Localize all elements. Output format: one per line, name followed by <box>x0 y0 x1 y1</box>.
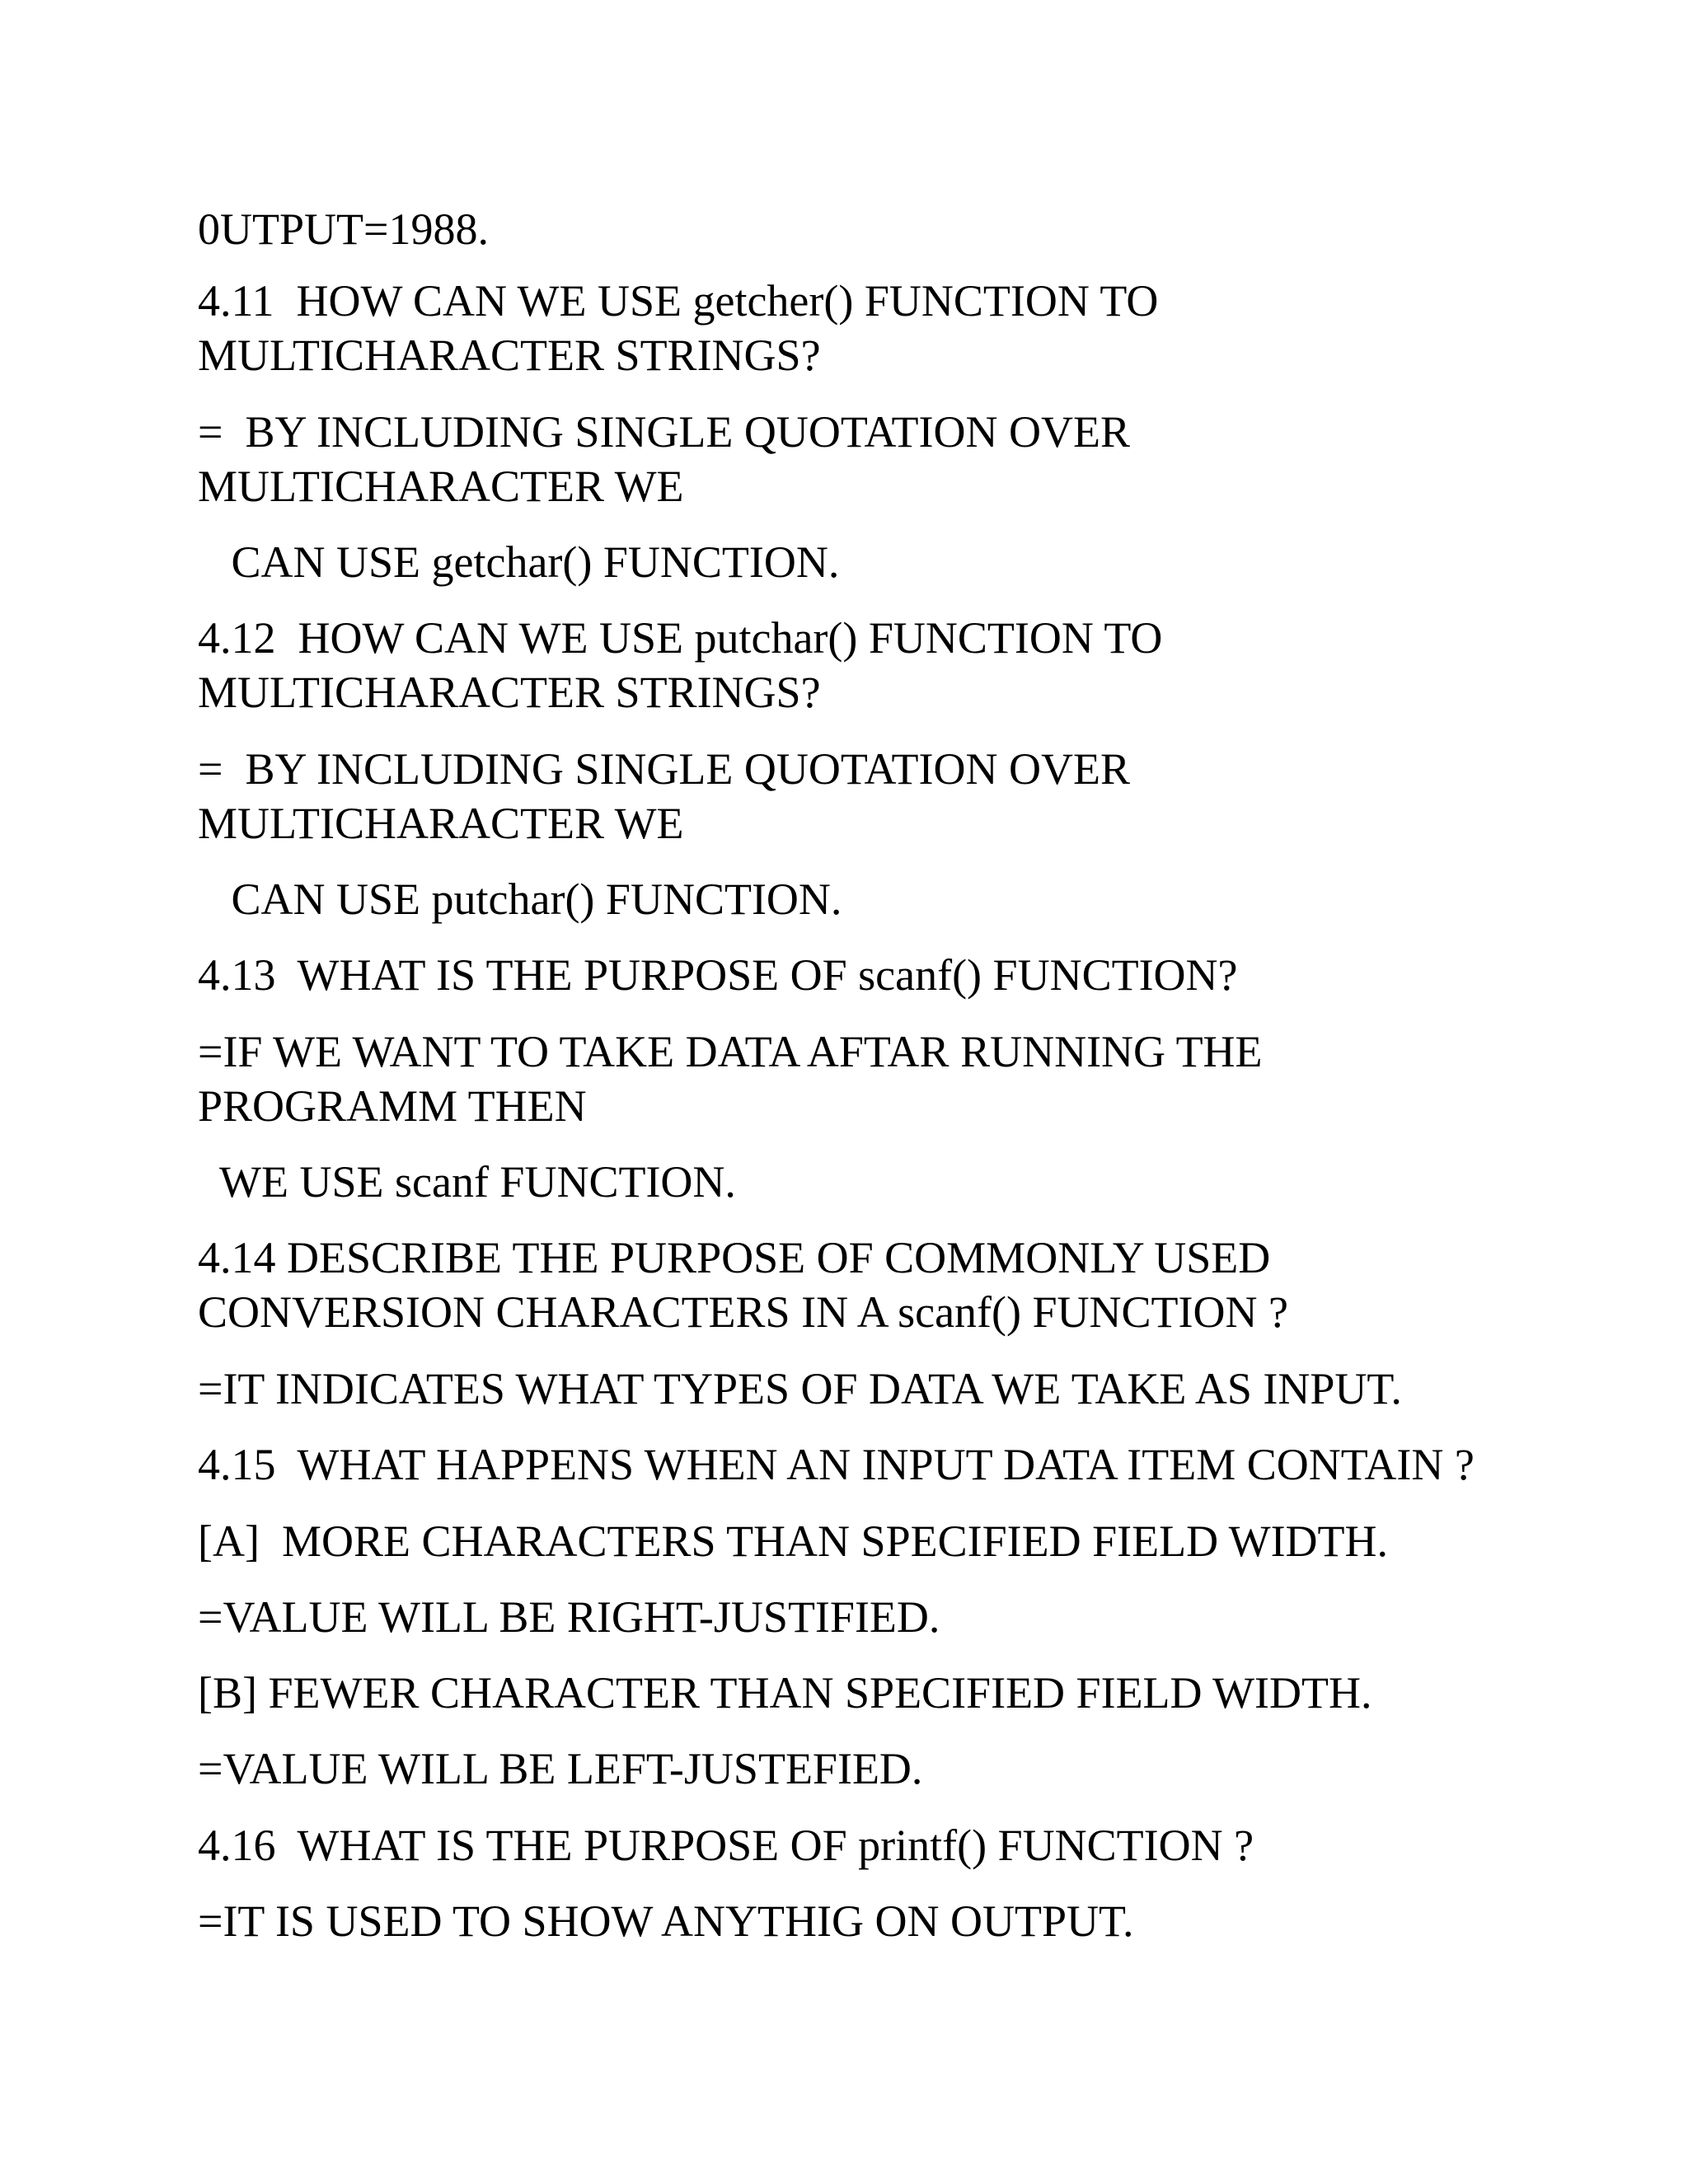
answer-4-12-line-2: MULTICHARACTER WE <box>198 799 684 848</box>
answer-4-11-line-1: = BY INCLUDING SINGLE QUOTATION OVER <box>198 407 1131 457</box>
answer-4-14: =IT INDICATES WHAT TYPES OF DATA WE TAKE AS INPUT. <box>198 1364 1402 1413</box>
question-4-14-line-2: CONVERSION CHARACTERS IN A scanf() FUNCTION ? <box>198 1287 1288 1337</box>
answer-4-15-part-b: =VALUE WILL BE LEFT-JUSTEFIED. <box>198 1744 923 1793</box>
question-4-15-part-a: [A] MORE CHARACTERS THAN SPECIFIED FIELD WIDTH. <box>198 1516 1389 1566</box>
answer-4-12-line-3: CAN USE putchar() FUNCTION. <box>198 874 842 924</box>
question-4-14-line-1: 4.14 DESCRIBE THE PURPOSE OF COMMONLY USED <box>198 1233 1271 1282</box>
question-4-12-line-1: 4.12 HOW CAN WE USE putchar() FUNCTION TO <box>198 613 1163 663</box>
question-4-15: 4.15 WHAT HAPPENS WHEN AN INPUT DATA ITEM CONTAIN ? <box>198 1440 1475 1489</box>
answer-4-16: =IT IS USED TO SHOW ANYTHIG ON OUTPUT. <box>198 1896 1134 1946</box>
question-4-11-line-1: 4.11 HOW CAN WE USE getcher() FUNCTION TO <box>198 276 1159 326</box>
answer-4-13-line-2: PROGRAMM THEN <box>198 1081 587 1131</box>
question-4-12-line-2: MULTICHARACTER STRINGS? <box>198 668 821 717</box>
question-4-13: 4.13 WHAT IS THE PURPOSE OF scanf() FUNCTION? <box>198 950 1238 1000</box>
answer-4-13-line-1: =IF WE WANT TO TAKE DATA AFTAR RUNNING THE <box>198 1027 1263 1076</box>
question-4-11-line-2: MULTICHARACTER STRINGS? <box>198 330 821 380</box>
answer-4-13-line-3: WE USE scanf FUNCTION. <box>198 1157 736 1207</box>
answer-4-11-line-3: CAN USE getchar() FUNCTION. <box>198 537 840 587</box>
question-4-16: 4.16 WHAT IS THE PURPOSE OF printf() FUNCTION ? <box>198 1821 1254 1870</box>
output-line: 0UTPUT=1988. <box>198 204 489 254</box>
question-4-15-part-b: [B] FEWER CHARACTER THAN SPECIFIED FIELD WIDTH. <box>198 1668 1372 1718</box>
answer-4-11-line-2: MULTICHARACTER WE <box>198 462 684 511</box>
answer-4-15-part-a: =VALUE WILL BE RIGHT-JUSTIFIED. <box>198 1592 940 1642</box>
answer-4-12-line-1: = BY INCLUDING SINGLE QUOTATION OVER <box>198 744 1131 794</box>
